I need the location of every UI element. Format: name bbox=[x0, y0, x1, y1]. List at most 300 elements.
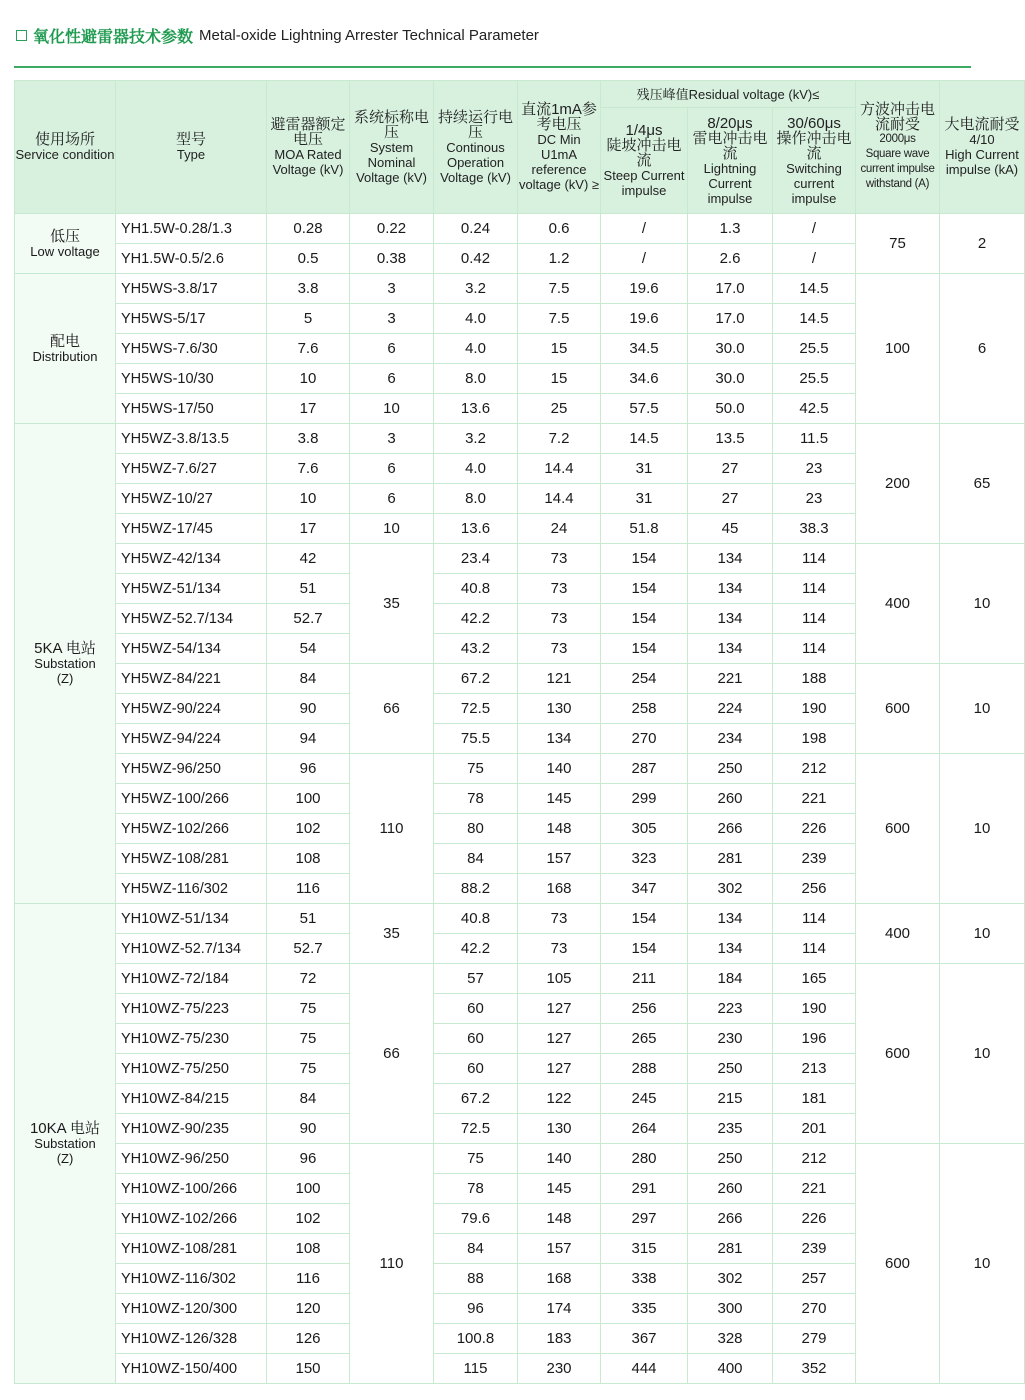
steep-residual-cell: 299 bbox=[601, 784, 688, 814]
table-row bbox=[15, 964, 1025, 994]
model-cell: YH5WS-17/50 bbox=[116, 394, 267, 424]
operation-voltage-cell: 88 bbox=[434, 1264, 518, 1294]
dc-reference-cell: 14.4 bbox=[518, 484, 601, 514]
model-cell: YH10WZ-120/300 bbox=[116, 1294, 267, 1324]
table-row bbox=[15, 664, 1025, 694]
model-cell: YH5WZ-102/266 bbox=[116, 814, 267, 844]
nominal-voltage-cell: 110 bbox=[350, 1144, 434, 1384]
steep-residual-cell: / bbox=[601, 244, 688, 274]
dc-reference-cell: 148 bbox=[518, 814, 601, 844]
operation-voltage-cell: 40.8 bbox=[434, 574, 518, 604]
header-operation-voltage: 持续运行电压 Continous Operation Voltage (kV) bbox=[434, 81, 518, 214]
operation-voltage-cell: 100.8 bbox=[434, 1324, 518, 1354]
dc-reference-cell: 157 bbox=[518, 1234, 601, 1264]
model-cell: YH1.5W-0.28/1.3 bbox=[116, 214, 267, 244]
lightning-residual-cell: 134 bbox=[688, 634, 773, 664]
rated-voltage-cell: 5 bbox=[267, 304, 350, 334]
dc-reference-cell: 105 bbox=[518, 964, 601, 994]
square-wave-cell: 600 bbox=[856, 664, 940, 754]
lightning-residual-cell: 1.3 bbox=[688, 214, 773, 244]
rated-voltage-cell: 116 bbox=[267, 1264, 350, 1294]
switching-residual-cell: 190 bbox=[773, 994, 856, 1024]
nominal-voltage-cell: 6 bbox=[350, 484, 434, 514]
operation-voltage-cell: 3.2 bbox=[434, 274, 518, 304]
model-cell: YH10WZ-96/250 bbox=[116, 1144, 267, 1174]
model-cell: YH1.5W-0.5/2.6 bbox=[116, 244, 267, 274]
high-current-cell: 10 bbox=[940, 1144, 1025, 1384]
model-cell: YH5WS-7.6/30 bbox=[116, 334, 267, 364]
nominal-voltage-cell: 10 bbox=[350, 394, 434, 424]
switching-residual-cell: 114 bbox=[773, 634, 856, 664]
steep-residual-cell: 154 bbox=[601, 634, 688, 664]
nominal-voltage-cell: 3 bbox=[350, 274, 434, 304]
steep-residual-cell: 297 bbox=[601, 1204, 688, 1234]
dc-reference-cell: 121 bbox=[518, 664, 601, 694]
model-cell: YH10WZ-102/266 bbox=[116, 1204, 267, 1234]
dc-reference-cell: 122 bbox=[518, 1084, 601, 1114]
rated-voltage-cell: 126 bbox=[267, 1324, 350, 1354]
switching-residual-cell: 188 bbox=[773, 664, 856, 694]
dc-reference-cell: 127 bbox=[518, 1024, 601, 1054]
lightning-residual-cell: 17.0 bbox=[688, 304, 773, 334]
switching-residual-cell: 196 bbox=[773, 1024, 856, 1054]
switching-residual-cell: 14.5 bbox=[773, 304, 856, 334]
steep-residual-cell: 280 bbox=[601, 1144, 688, 1174]
lightning-residual-cell: 215 bbox=[688, 1084, 773, 1114]
operation-voltage-cell: 75.5 bbox=[434, 724, 518, 754]
steep-residual-cell: 323 bbox=[601, 844, 688, 874]
switching-residual-cell: 239 bbox=[773, 844, 856, 874]
dc-reference-cell: 130 bbox=[518, 1114, 601, 1144]
operation-voltage-cell: 0.42 bbox=[434, 244, 518, 274]
operation-voltage-cell: 40.8 bbox=[434, 904, 518, 934]
switching-residual-cell: 114 bbox=[773, 574, 856, 604]
dc-reference-cell: 73 bbox=[518, 604, 601, 634]
switching-residual-cell: 181 bbox=[773, 1084, 856, 1114]
dc-reference-cell: 168 bbox=[518, 874, 601, 904]
dc-reference-cell: 73 bbox=[518, 574, 601, 604]
operation-voltage-cell: 78 bbox=[434, 1174, 518, 1204]
service-condition-cell: 低压 Low voltage bbox=[15, 214, 116, 274]
model-cell: YH5WZ-100/266 bbox=[116, 784, 267, 814]
steep-residual-cell: 287 bbox=[601, 754, 688, 784]
steep-residual-cell: 14.5 bbox=[601, 424, 688, 454]
switching-residual-cell: 114 bbox=[773, 604, 856, 634]
rated-voltage-cell: 102 bbox=[267, 814, 350, 844]
header-nominal-voltage: 系统标称电压 System Nominal Voltage (kV) bbox=[350, 81, 434, 214]
operation-voltage-cell: 13.6 bbox=[434, 394, 518, 424]
operation-voltage-cell: 42.2 bbox=[434, 934, 518, 964]
switching-residual-cell: 256 bbox=[773, 874, 856, 904]
nominal-voltage-cell: 6 bbox=[350, 454, 434, 484]
model-cell: YH10WZ-51/134 bbox=[116, 904, 267, 934]
rated-voltage-cell: 100 bbox=[267, 1174, 350, 1204]
rated-voltage-cell: 51 bbox=[267, 574, 350, 604]
parameter-table-container bbox=[14, 80, 1020, 1400]
table-row bbox=[15, 214, 1025, 244]
steep-residual-cell: 34.6 bbox=[601, 364, 688, 394]
header-type: 型号 Type bbox=[116, 81, 267, 214]
nominal-voltage-cell: 3 bbox=[350, 424, 434, 454]
lightning-residual-cell: 235 bbox=[688, 1114, 773, 1144]
dc-reference-cell: 24 bbox=[518, 514, 601, 544]
steep-residual-cell: 305 bbox=[601, 814, 688, 844]
steep-residual-cell: 315 bbox=[601, 1234, 688, 1264]
steep-residual-cell: 19.6 bbox=[601, 274, 688, 304]
header-lightning: 8/20μs 雷电冲击电流 Lightning Current impulse bbox=[688, 108, 773, 214]
dc-reference-cell: 140 bbox=[518, 754, 601, 784]
dc-reference-cell: 7.5 bbox=[518, 304, 601, 334]
title-cn: 氧化性避雷器技术参数 bbox=[33, 26, 194, 46]
operation-voltage-cell: 80 bbox=[434, 814, 518, 844]
square-wave-cell: 600 bbox=[856, 1144, 940, 1384]
lightning-residual-cell: 134 bbox=[688, 904, 773, 934]
model-cell: YH10WZ-108/281 bbox=[116, 1234, 267, 1264]
switching-residual-cell: 221 bbox=[773, 784, 856, 814]
dc-reference-cell: 127 bbox=[518, 994, 601, 1024]
switching-residual-cell: 213 bbox=[773, 1054, 856, 1084]
rated-voltage-cell: 150 bbox=[267, 1354, 350, 1384]
operation-voltage-cell: 3.2 bbox=[434, 424, 518, 454]
model-cell: YH5WS-3.8/17 bbox=[116, 274, 267, 304]
lightning-residual-cell: 134 bbox=[688, 604, 773, 634]
switching-residual-cell: 201 bbox=[773, 1114, 856, 1144]
rated-voltage-cell: 17 bbox=[267, 394, 350, 424]
steep-residual-cell: 211 bbox=[601, 964, 688, 994]
switching-residual-cell: / bbox=[773, 244, 856, 274]
rated-voltage-cell: 10 bbox=[267, 364, 350, 394]
lightning-residual-cell: 221 bbox=[688, 664, 773, 694]
header-rated-voltage: 避雷器额定电压 MOA Rated Voltage (kV) bbox=[267, 81, 350, 214]
steep-residual-cell: 245 bbox=[601, 1084, 688, 1114]
operation-voltage-cell: 4.0 bbox=[434, 334, 518, 364]
rated-voltage-cell: 108 bbox=[267, 844, 350, 874]
lightning-residual-cell: 400 bbox=[688, 1354, 773, 1384]
high-current-cell: 10 bbox=[940, 964, 1025, 1144]
steep-residual-cell: 31 bbox=[601, 454, 688, 484]
rated-voltage-cell: 10 bbox=[267, 484, 350, 514]
model-cell: YH10WZ-90/235 bbox=[116, 1114, 267, 1144]
steep-residual-cell: 154 bbox=[601, 604, 688, 634]
lightning-residual-cell: 260 bbox=[688, 784, 773, 814]
model-cell: YH10WZ-75/223 bbox=[116, 994, 267, 1024]
model-cell: YH5WZ-84/221 bbox=[116, 664, 267, 694]
dc-reference-cell: 134 bbox=[518, 724, 601, 754]
rated-voltage-cell: 17 bbox=[267, 514, 350, 544]
dc-reference-cell: 25 bbox=[518, 394, 601, 424]
lightning-residual-cell: 223 bbox=[688, 994, 773, 1024]
switching-residual-cell: 114 bbox=[773, 934, 856, 964]
model-cell: YH5WZ-108/281 bbox=[116, 844, 267, 874]
operation-voltage-cell: 67.2 bbox=[434, 664, 518, 694]
dc-reference-cell: 174 bbox=[518, 1294, 601, 1324]
rated-voltage-cell: 52.7 bbox=[267, 604, 350, 634]
steep-residual-cell: 288 bbox=[601, 1054, 688, 1084]
dc-reference-cell: 0.6 bbox=[518, 214, 601, 244]
lightning-residual-cell: 184 bbox=[688, 964, 773, 994]
switching-residual-cell: 226 bbox=[773, 814, 856, 844]
table-row bbox=[15, 1144, 1025, 1174]
lightning-residual-cell: 250 bbox=[688, 1144, 773, 1174]
steep-residual-cell: 34.5 bbox=[601, 334, 688, 364]
model-cell: YH5WZ-96/250 bbox=[116, 754, 267, 784]
steep-residual-cell: 444 bbox=[601, 1354, 688, 1384]
model-cell: YH5WZ-116/302 bbox=[116, 874, 267, 904]
lightning-residual-cell: 27 bbox=[688, 454, 773, 484]
switching-residual-cell: 190 bbox=[773, 694, 856, 724]
header-service: 使用场所 Service condition bbox=[15, 81, 116, 214]
lightning-residual-cell: 266 bbox=[688, 1204, 773, 1234]
lightning-residual-cell: 250 bbox=[688, 1054, 773, 1084]
dc-reference-cell: 157 bbox=[518, 844, 601, 874]
nominal-voltage-cell: 6 bbox=[350, 364, 434, 394]
nominal-voltage-cell: 0.38 bbox=[350, 244, 434, 274]
steep-residual-cell: 256 bbox=[601, 994, 688, 1024]
header-residual-voltage: 残压峰值Residual voltage (kV)≤ bbox=[601, 81, 856, 108]
rated-voltage-cell: 75 bbox=[267, 994, 350, 1024]
operation-voltage-cell: 75 bbox=[434, 1144, 518, 1174]
nominal-voltage-cell: 35 bbox=[350, 904, 434, 964]
table-row bbox=[15, 544, 1025, 574]
lightning-residual-cell: 302 bbox=[688, 874, 773, 904]
nominal-voltage-cell: 6 bbox=[350, 334, 434, 364]
dc-reference-cell: 15 bbox=[518, 364, 601, 394]
lightning-residual-cell: 134 bbox=[688, 934, 773, 964]
dc-reference-cell: 1.2 bbox=[518, 244, 601, 274]
rated-voltage-cell: 0.28 bbox=[267, 214, 350, 244]
square-wave-cell: 400 bbox=[856, 544, 940, 664]
steep-residual-cell: 265 bbox=[601, 1024, 688, 1054]
switching-residual-cell: 198 bbox=[773, 724, 856, 754]
dc-reference-cell: 127 bbox=[518, 1054, 601, 1084]
steep-residual-cell: 338 bbox=[601, 1264, 688, 1294]
nominal-voltage-cell: 66 bbox=[350, 964, 434, 1144]
steep-residual-cell: 154 bbox=[601, 544, 688, 574]
switching-residual-cell: 212 bbox=[773, 754, 856, 784]
lightning-residual-cell: 266 bbox=[688, 814, 773, 844]
switching-residual-cell: 25.5 bbox=[773, 364, 856, 394]
table-row bbox=[15, 754, 1025, 784]
dc-reference-cell: 183 bbox=[518, 1324, 601, 1354]
rated-voltage-cell: 96 bbox=[267, 754, 350, 784]
steep-residual-cell: 51.8 bbox=[601, 514, 688, 544]
operation-voltage-cell: 8.0 bbox=[434, 484, 518, 514]
switching-residual-cell: 221 bbox=[773, 1174, 856, 1204]
steep-residual-cell: 57.5 bbox=[601, 394, 688, 424]
parameter-table bbox=[14, 80, 1025, 1384]
lightning-residual-cell: 27 bbox=[688, 484, 773, 514]
lightning-residual-cell: 134 bbox=[688, 544, 773, 574]
square-wave-cell: 600 bbox=[856, 964, 940, 1144]
switching-residual-cell: 352 bbox=[773, 1354, 856, 1384]
lightning-residual-cell: 300 bbox=[688, 1294, 773, 1324]
lightning-residual-cell: 50.0 bbox=[688, 394, 773, 424]
switching-residual-cell: 14.5 bbox=[773, 274, 856, 304]
steep-residual-cell: / bbox=[601, 214, 688, 244]
nominal-voltage-cell: 10 bbox=[350, 514, 434, 544]
rated-voltage-cell: 54 bbox=[267, 634, 350, 664]
switching-residual-cell: 279 bbox=[773, 1324, 856, 1354]
high-current-cell: 10 bbox=[940, 664, 1025, 754]
lightning-residual-cell: 234 bbox=[688, 724, 773, 754]
operation-voltage-cell: 0.24 bbox=[434, 214, 518, 244]
dc-reference-cell: 7.2 bbox=[518, 424, 601, 454]
dc-reference-cell: 148 bbox=[518, 1204, 601, 1234]
model-cell: YH10WZ-75/250 bbox=[116, 1054, 267, 1084]
square-wave-cell: 75 bbox=[856, 214, 940, 274]
switching-residual-cell: 165 bbox=[773, 964, 856, 994]
rated-voltage-cell: 52.7 bbox=[267, 934, 350, 964]
model-cell: YH10WZ-126/328 bbox=[116, 1324, 267, 1354]
model-cell: YH5WZ-10/27 bbox=[116, 484, 267, 514]
model-cell: YH5WS-10/30 bbox=[116, 364, 267, 394]
header-dc-reference: 直流1mA参考电压 DC Min U1mA reference voltage (kV) ≥ bbox=[518, 81, 601, 214]
nominal-voltage-cell: 110 bbox=[350, 754, 434, 904]
switching-residual-cell: 114 bbox=[773, 544, 856, 574]
model-cell: YH10WZ-116/302 bbox=[116, 1264, 267, 1294]
operation-voltage-cell: 60 bbox=[434, 994, 518, 1024]
operation-voltage-cell: 84 bbox=[434, 844, 518, 874]
model-cell: YH10WZ-100/266 bbox=[116, 1174, 267, 1204]
dc-reference-cell: 130 bbox=[518, 694, 601, 724]
switching-residual-cell: 23 bbox=[773, 454, 856, 484]
dc-reference-cell: 7.5 bbox=[518, 274, 601, 304]
operation-voltage-cell: 43.2 bbox=[434, 634, 518, 664]
steep-residual-cell: 335 bbox=[601, 1294, 688, 1324]
nominal-voltage-cell: 3 bbox=[350, 304, 434, 334]
rated-voltage-cell: 42 bbox=[267, 544, 350, 574]
switching-residual-cell: 25.5 bbox=[773, 334, 856, 364]
model-cell: YH5WZ-17/45 bbox=[116, 514, 267, 544]
switching-residual-cell: 239 bbox=[773, 1234, 856, 1264]
nominal-voltage-cell: 66 bbox=[350, 664, 434, 754]
square-wave-cell: 100 bbox=[856, 274, 940, 424]
steep-residual-cell: 264 bbox=[601, 1114, 688, 1144]
steep-residual-cell: 19.6 bbox=[601, 304, 688, 334]
title-divider bbox=[14, 66, 971, 68]
dc-reference-cell: 73 bbox=[518, 934, 601, 964]
steep-residual-cell: 347 bbox=[601, 874, 688, 904]
rated-voltage-cell: 102 bbox=[267, 1204, 350, 1234]
high-current-cell: 65 bbox=[940, 424, 1025, 544]
model-cell: YH10WZ-72/184 bbox=[116, 964, 267, 994]
dc-reference-cell: 140 bbox=[518, 1144, 601, 1174]
steep-residual-cell: 270 bbox=[601, 724, 688, 754]
switching-residual-cell: 23 bbox=[773, 484, 856, 514]
operation-voltage-cell: 23.4 bbox=[434, 544, 518, 574]
table-row bbox=[15, 424, 1025, 454]
model-cell: YH5WS-5/17 bbox=[116, 304, 267, 334]
operation-voltage-cell: 88.2 bbox=[434, 874, 518, 904]
lightning-residual-cell: 328 bbox=[688, 1324, 773, 1354]
dc-reference-cell: 14.4 bbox=[518, 454, 601, 484]
square-wave-cell: 600 bbox=[856, 754, 940, 904]
dc-reference-cell: 145 bbox=[518, 1174, 601, 1204]
operation-voltage-cell: 75 bbox=[434, 754, 518, 784]
nominal-voltage-cell: 35 bbox=[350, 544, 434, 664]
switching-residual-cell: 270 bbox=[773, 1294, 856, 1324]
steep-residual-cell: 254 bbox=[601, 664, 688, 694]
high-current-cell: 10 bbox=[940, 754, 1025, 904]
switching-residual-cell: 42.5 bbox=[773, 394, 856, 424]
lightning-residual-cell: 134 bbox=[688, 574, 773, 604]
model-cell: YH10WZ-84/215 bbox=[116, 1084, 267, 1114]
service-condition-cell: 10KA 电站 Substation (Z) bbox=[15, 904, 116, 1384]
header-switching: 30/60μs 操作冲击电流 Switching current impulse bbox=[773, 108, 856, 214]
lightning-residual-cell: 45 bbox=[688, 514, 773, 544]
lightning-residual-cell: 250 bbox=[688, 754, 773, 784]
rated-voltage-cell: 75 bbox=[267, 1024, 350, 1054]
rated-voltage-cell: 120 bbox=[267, 1294, 350, 1324]
lightning-residual-cell: 17.0 bbox=[688, 274, 773, 304]
model-cell: YH5WZ-90/224 bbox=[116, 694, 267, 724]
operation-voltage-cell: 79.6 bbox=[434, 1204, 518, 1234]
switching-residual-cell: 212 bbox=[773, 1144, 856, 1174]
operation-voltage-cell: 67.2 bbox=[434, 1084, 518, 1114]
operation-voltage-cell: 96 bbox=[434, 1294, 518, 1324]
header-square-wave: 方波冲击电流耐受 2000μs Square wave current impulse withstand (A) bbox=[856, 81, 940, 214]
model-cell: YH5WZ-51/134 bbox=[116, 574, 267, 604]
header-steep: 1/4μs 陡坡冲击电流 Steep Current impulse bbox=[601, 108, 688, 214]
header-high-current: 大电流耐受 4/10 High Current impulse (kA) bbox=[940, 81, 1025, 214]
square-wave-cell: 200 bbox=[856, 424, 940, 544]
rated-voltage-cell: 75 bbox=[267, 1054, 350, 1084]
steep-residual-cell: 291 bbox=[601, 1174, 688, 1204]
steep-residual-cell: 367 bbox=[601, 1324, 688, 1354]
model-cell: YH10WZ-75/230 bbox=[116, 1024, 267, 1054]
rated-voltage-cell: 84 bbox=[267, 1084, 350, 1114]
switching-residual-cell: 11.5 bbox=[773, 424, 856, 454]
switching-residual-cell: 226 bbox=[773, 1204, 856, 1234]
dc-reference-cell: 73 bbox=[518, 544, 601, 574]
nominal-voltage-cell: 0.22 bbox=[350, 214, 434, 244]
dc-reference-cell: 73 bbox=[518, 634, 601, 664]
operation-voltage-cell: 84 bbox=[434, 1234, 518, 1264]
model-cell: YH5WZ-42/134 bbox=[116, 544, 267, 574]
title-en: Metal-oxide Lightning Arrester Technical Parameter bbox=[199, 26, 539, 44]
operation-voltage-cell: 57 bbox=[434, 964, 518, 994]
model-cell: YH5WZ-54/134 bbox=[116, 634, 267, 664]
model-cell: YH10WZ-150/400 bbox=[116, 1354, 267, 1384]
rated-voltage-cell: 108 bbox=[267, 1234, 350, 1264]
dc-reference-cell: 15 bbox=[518, 334, 601, 364]
rated-voltage-cell: 84 bbox=[267, 664, 350, 694]
rated-voltage-cell: 51 bbox=[267, 904, 350, 934]
rated-voltage-cell: 116 bbox=[267, 874, 350, 904]
high-current-cell: 10 bbox=[940, 544, 1025, 664]
service-condition-cell: 5KA 电站 Substation (Z) bbox=[15, 424, 116, 904]
dc-reference-cell: 73 bbox=[518, 904, 601, 934]
rated-voltage-cell: 90 bbox=[267, 1114, 350, 1144]
operation-voltage-cell: 8.0 bbox=[434, 364, 518, 394]
lightning-residual-cell: 230 bbox=[688, 1024, 773, 1054]
operation-voltage-cell: 13.6 bbox=[434, 514, 518, 544]
steep-residual-cell: 31 bbox=[601, 484, 688, 514]
lightning-residual-cell: 13.5 bbox=[688, 424, 773, 454]
operation-voltage-cell: 4.0 bbox=[434, 454, 518, 484]
operation-voltage-cell: 42.2 bbox=[434, 604, 518, 634]
rated-voltage-cell: 94 bbox=[267, 724, 350, 754]
checkbox-icon bbox=[16, 30, 27, 41]
operation-voltage-cell: 60 bbox=[434, 1024, 518, 1054]
steep-residual-cell: 154 bbox=[601, 904, 688, 934]
rated-voltage-cell: 7.6 bbox=[267, 454, 350, 484]
lightning-residual-cell: 302 bbox=[688, 1264, 773, 1294]
lightning-residual-cell: 2.6 bbox=[688, 244, 773, 274]
operation-voltage-cell: 115 bbox=[434, 1354, 518, 1384]
model-cell: YH5WZ-94/224 bbox=[116, 724, 267, 754]
operation-voltage-cell: 72.5 bbox=[434, 694, 518, 724]
